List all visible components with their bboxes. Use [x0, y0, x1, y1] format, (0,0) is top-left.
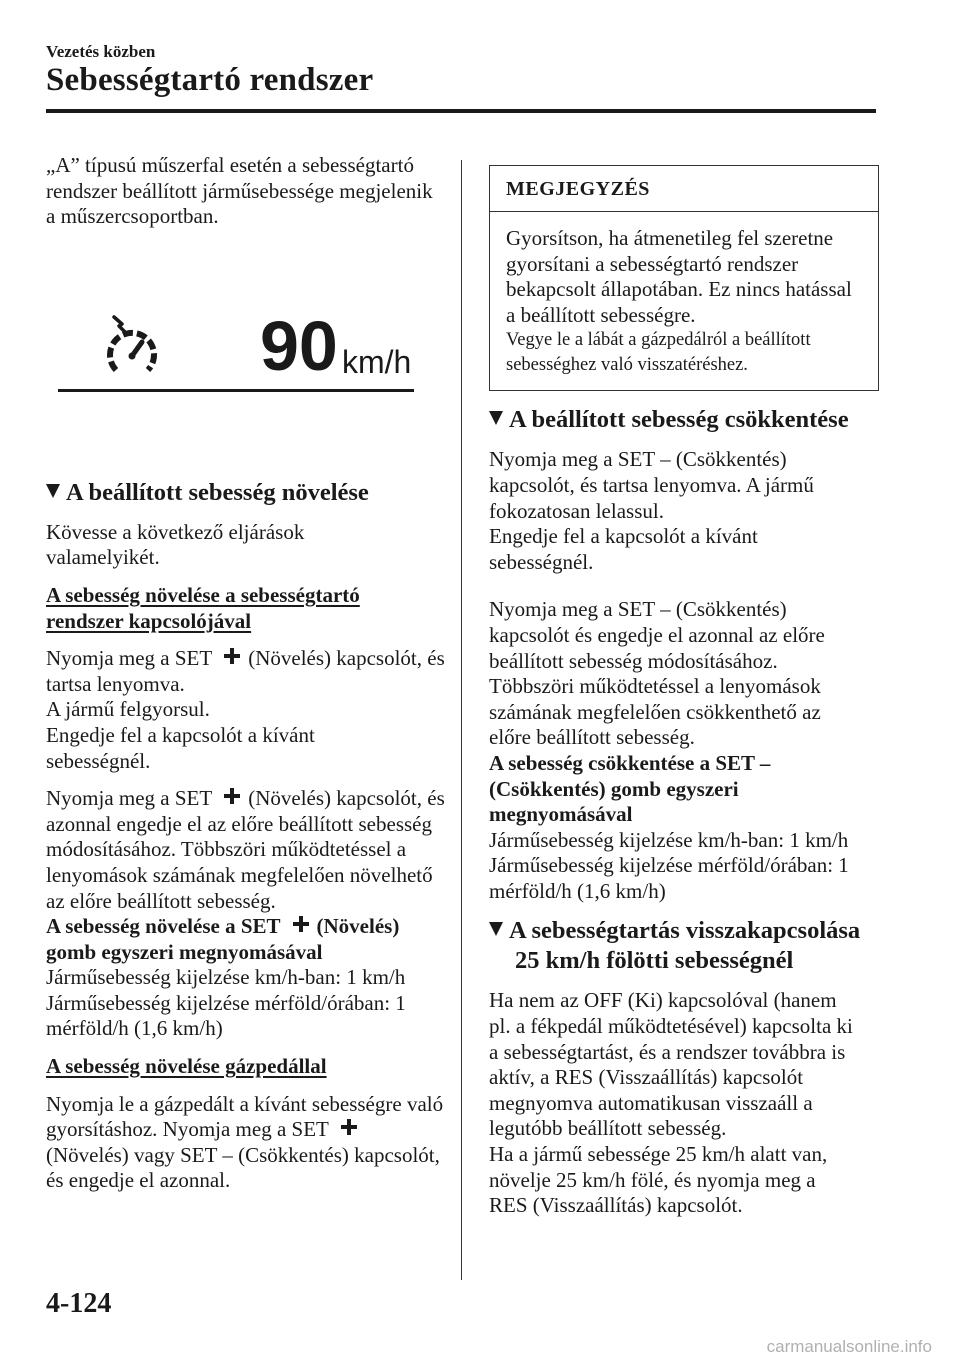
section-heading-resume: A sebességtartás visszakapcsolása 25 km/h fölötti sebességnél: [489, 916, 879, 976]
speed-display-figure: [46, 306, 446, 512]
plus-icon: [341, 1119, 357, 1135]
speed-unit: km/h: [342, 343, 412, 380]
section-heading-decrease: A beállított sebesség csökkentése: [489, 405, 879, 435]
note-small-text: Vegye le a lábát a gázpedálról a beállított sebességhez való visszatéréshez.: [506, 330, 811, 376]
intro-paragraph: „A” típusú műszerfal esetén a sebességtartó rendszer beállított járműsebessége megjelenik a műszercsoportban.: [46, 153, 433, 229]
cruise-speedometer-icon: [102, 312, 162, 382]
bold-heading-decrease-single: A sebesség csökkentése a SET – (Csökkentés) gomb egyszeri megnyomásával: [489, 750, 771, 827]
column-divider: [461, 160, 462, 1280]
paragraph-release: Engedje fel a kapcsolót a kívánt sebességnél.: [46, 722, 315, 773]
paragraph-increase-tap: Nyomja meg a SET (Növelés) kapcsolót, és azonnal engedje el az előre beállított sebesség módosításához. Többszöri működtetéssel a lenyomások számának megfelelően növelhető az előre beállított sebesség.: [46, 786, 445, 913]
paragraph-kmh-step: Járműsebesség kijelzése km/h-ban: 1 km/h: [46, 965, 406, 990]
left-column: [46, 153, 446, 1194]
paragraph-accelerator: Nyomja le a gázpedált a kívánt sebességre való gyorsításhoz. Nyomja meg a SET(Növelés) vagy SET – (Csökkentés) kapcsolót, és engedje el azonnal.: [46, 1091, 444, 1193]
triangle-bullet-icon: [489, 922, 503, 936]
header-divider: [46, 109, 876, 113]
paragraph-release-decrease: Engedje fel a kapcsolót a kívánt sebességnél.: [489, 524, 758, 574]
paragraph-kmh-step-decrease: Járműsebesség kijelzése km/h-ban: 1 km/h: [489, 827, 849, 852]
watermark: carmanualsonline.info: [766, 1337, 932, 1356]
bold-heading-single-press: A sebesség növelése a SET (Növelés) gomb egyszeri megnyomásával: [46, 914, 400, 964]
triangle-bullet-icon: [489, 411, 503, 425]
plus-icon: [224, 788, 240, 804]
right-column: [489, 165, 879, 1219]
display-baseline: [58, 389, 414, 392]
note-text: Gyorsítson, ha átmenetileg fel szeretne gyorsítani a sebességtartó rendszer bekapcsolt állapotában. Ez nincs hatással a beállított sebességre.: [506, 226, 852, 327]
plus-icon: [224, 648, 240, 664]
speed-value: 90: [260, 306, 338, 385]
note-title: MEGJEGYZÉS: [490, 166, 878, 212]
paragraph-decrease-tap: Nyomja meg a SET – (Csökkentés) kapcsolót és engedje el azonnal az előre beállított sebesség módosításához. Többszöri működtetéssel a lenyomások számának megfelelően csökkenthető az előre beállított sebesség.: [489, 597, 825, 750]
page-number: 4-124: [46, 1288, 112, 1319]
note-box: [489, 165, 879, 391]
subheading-switch: A sebesség növelése a sebességtartó rendszer kapcsolójával: [46, 582, 360, 633]
section-intro: Kövesse a következő eljárások valamelyikét.: [46, 519, 305, 570]
section-heading-increase: A beállított sebesség növelése: [46, 478, 446, 508]
paragraph-decrease-hold: Nyomja meg a SET – (Csökkentés) kapcsolót, és tartsa lenyomva. A jármű fokozatosan lelassul.: [489, 447, 814, 523]
paragraph-below-25: Ha a jármű sebessége 25 km/h alatt van, növelje 25 km/h fölé, és nyomja meg a RES (Visszaállítás) kapcsolót.: [489, 1142, 828, 1218]
page-title: Sebességtartó rendszer: [46, 62, 374, 98]
paragraph-accelerates: A jármű felgyorsul.: [46, 697, 210, 722]
section-label: Vezetés közben: [46, 42, 156, 61]
paragraph-increase-hold: Nyomja meg a SET (Növelés) kapcsolót, és tartsa lenyomva.: [46, 646, 445, 696]
subheading-accelerator: A sebesség növelése gázpedállal: [46, 1054, 327, 1079]
paragraph-resume: Ha nem az OFF (Ki) kapcsolóval (hanem pl. a fékpedál működtetésével) kapcsolta ki a sebességtartást, és a rendszer továbbra is aktív, a RES (Visszaállítás) kapcsolót megnyomva automatikusan visszaáll a legutóbb beállított sebesség.: [489, 988, 853, 1141]
paragraph-mph-step: Járműsebesség kijelzése mérföld/órában: 1 mérföld/h (1,6 km/h): [46, 990, 406, 1041]
plus-icon: [293, 916, 309, 932]
note-body: [490, 212, 878, 390]
paragraph-mph-step-decrease: Járműsebesség kijelzése mérföld/órában: 1 mérföld/h (1,6 km/h): [489, 853, 849, 903]
